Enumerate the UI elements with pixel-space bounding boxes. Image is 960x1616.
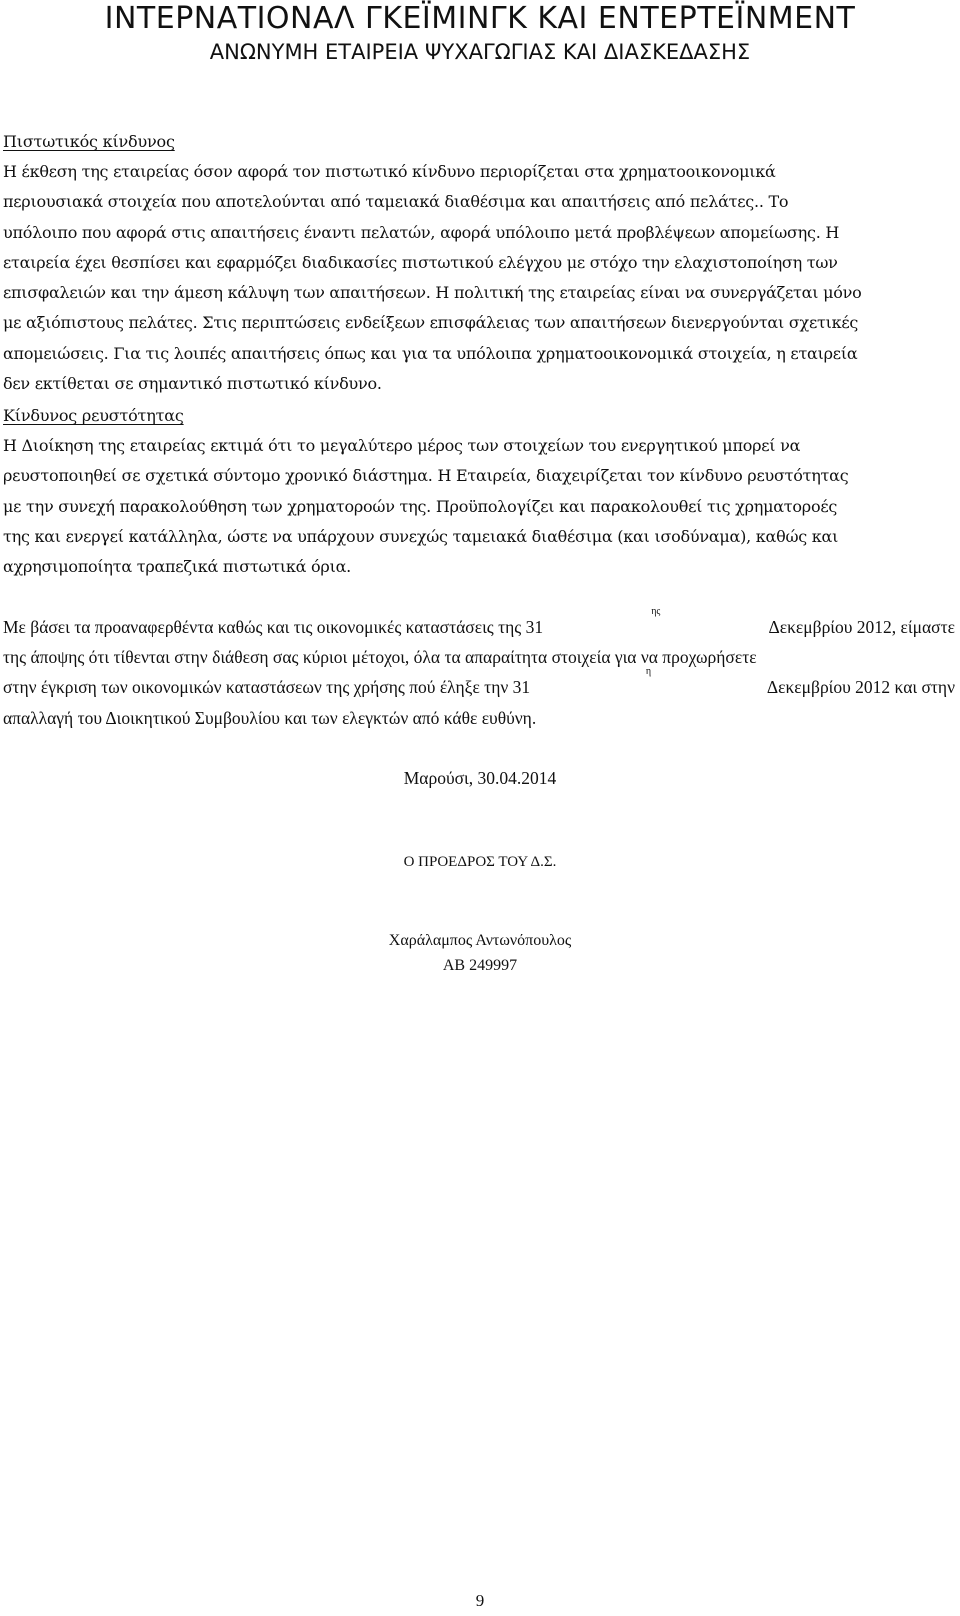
- liquidity-risk-section: [3, 401, 955, 582]
- page-number: 9: [475, 1591, 485, 1610]
- credit-risk-paragraph: [3, 157, 955, 399]
- paragraph-line: δεν εκτίθεται σε σημαντικό πιστωτικό κίνδυνο.: [3, 374, 382, 394]
- closing-line-text: της άποψης ότι τίθενται στην διάθεση σας κύριοι μέτοχοι, όλα τα απαραίτητα στοιχεία για να προχωρήσετε: [3, 647, 757, 668]
- paragraph-line: ρευστοποιηθεί σε σχετικά σύντομο χρονικό διάστημα. Η Εταιρεία, διαχειρίζεται τον κίνδυνο ρευστότητας: [3, 466, 849, 486]
- paragraph-line: με αξιόπιστους πελάτες. Στις περιπτώσεις ενδείξεων επισφάλειας των απαιτήσεων διενεργούνται σχετικές: [3, 313, 859, 333]
- closing-line: [3, 666, 955, 702]
- place-and-date: Μαρούσι, 30.04.2014: [403, 768, 557, 788]
- ordinal-suffix: η: [645, 666, 652, 678]
- credit-risk-section: [3, 127, 955, 399]
- paragraph-line: Η έκθεση της εταιρείας όσον αφορά τον πιστωτικό κίνδυνο περιορίζεται στα χρηματοοικονομικά: [3, 162, 776, 181]
- paragraph-line: απομειώσεις. Για τις λοιπές απαιτήσεις όπως και για τα υπόλοιπα χρηματοοικονομικά στοιχεία, η εταιρεία: [3, 343, 858, 363]
- paragraph-line: της και ενεργεί κατάλληλα, ώστε να υπάρχουν συνεχώς ταμειακά διαθέσιμα (και ισοδύναμα), καθώς και: [3, 526, 839, 546]
- company-subtitle: ΑΝΩΝΥΜΗ ΕΤΑΙΡΕΙΑ ΨΥΧΑΓΩΓΙΑΣ ΚΑΙ ΔΙΑΣΚΕΔΑΣΗΣ: [209, 40, 751, 64]
- liquidity-risk-heading: Κίνδυνος ρευστότητας: [3, 406, 184, 425]
- signatory-id-number: ΑΒ 249997: [442, 957, 518, 974]
- signatory-role: Ο ΠΡΟΕΔΡΟΣ ΤΟΥ Δ.Σ.: [403, 854, 557, 870]
- paragraph-line: υπόλοιπο που αφορά στις απαιτήσεις έναντι πελατών, αφορά υπόλοιπο μετά προβλέψεων απομείωσης. Η: [3, 222, 840, 242]
- closing-line: [3, 703, 955, 733]
- company-title: ΙΝΤΕΡΝΑΤΙΟΝΑΛ ΓΚΕΪΜΙΝΓΚ ΚΑΙ ΕΝΤΕΡΤΕΪΝΜΕΝΤ: [104, 1, 856, 36]
- closing-line: [3, 606, 955, 642]
- closing-line-text: Δεκεμβρίου 2012, είμαστε: [768, 617, 955, 637]
- paragraph-line: εταιρεία έχει θεσπίσει και εφαρμόζει διαδικασίες πιστωτικού ελέγχου με στόχο την ελαχιστοποίηση των: [3, 252, 838, 272]
- paragraph-line: Η Διοίκηση της εταιρείας εκτιμά ότι το μεγαλύτερο μέρος των στοιχείων του ενεργητικού μπορεί να: [3, 436, 801, 455]
- closing-line-text: στην έγκριση των οικονομικών καταστάσεων της χρήσης πού έληξε την 31: [3, 677, 531, 698]
- credit-risk-heading: Πιστωτικός κίνδυνος: [3, 132, 175, 151]
- closing-line: [3, 642, 955, 672]
- paragraph-line: περιουσιακά στοιχεία που αποτελούνται από ταμειακά διαθέσιμα και απαιτήσεις από πελάτες.. Το: [3, 192, 789, 212]
- paragraph-line: επισφαλειών και την άμεση κάλυψη των απαιτήσεων. Η πολιτική της εταιρείας είναι να συνεργάζεται μόνο: [3, 283, 862, 303]
- closing-paragraph: [3, 606, 955, 733]
- ordinal-suffix: ης: [651, 606, 661, 617]
- liquidity-risk-paragraph: [3, 431, 955, 582]
- signatory-name: Χαράλαμπος Αντωνόπουλος: [388, 932, 572, 949]
- paragraph-line: αχρησιμοποίητα τραπεζικά πιστωτικά όρια.: [3, 557, 351, 577]
- closing-line-text: Με βάσει τα προαναφερθέντα καθώς και τις οικονομικές καταστάσεις της 31: [3, 617, 544, 637]
- paragraph-line: με την συνεχή παρακολούθηση των χρηματοροών της. Προϋπολογίζει και παρακολουθεί τις χρηματοροές: [3, 496, 838, 516]
- closing-line-text: απαλλαγή του Διοικητικού Συμβουλίου και των ελεγκτών από κάθε ευθύνη.: [3, 707, 537, 728]
- closing-line-text: Δεκεμβρίου 2012 και στην: [766, 677, 955, 698]
